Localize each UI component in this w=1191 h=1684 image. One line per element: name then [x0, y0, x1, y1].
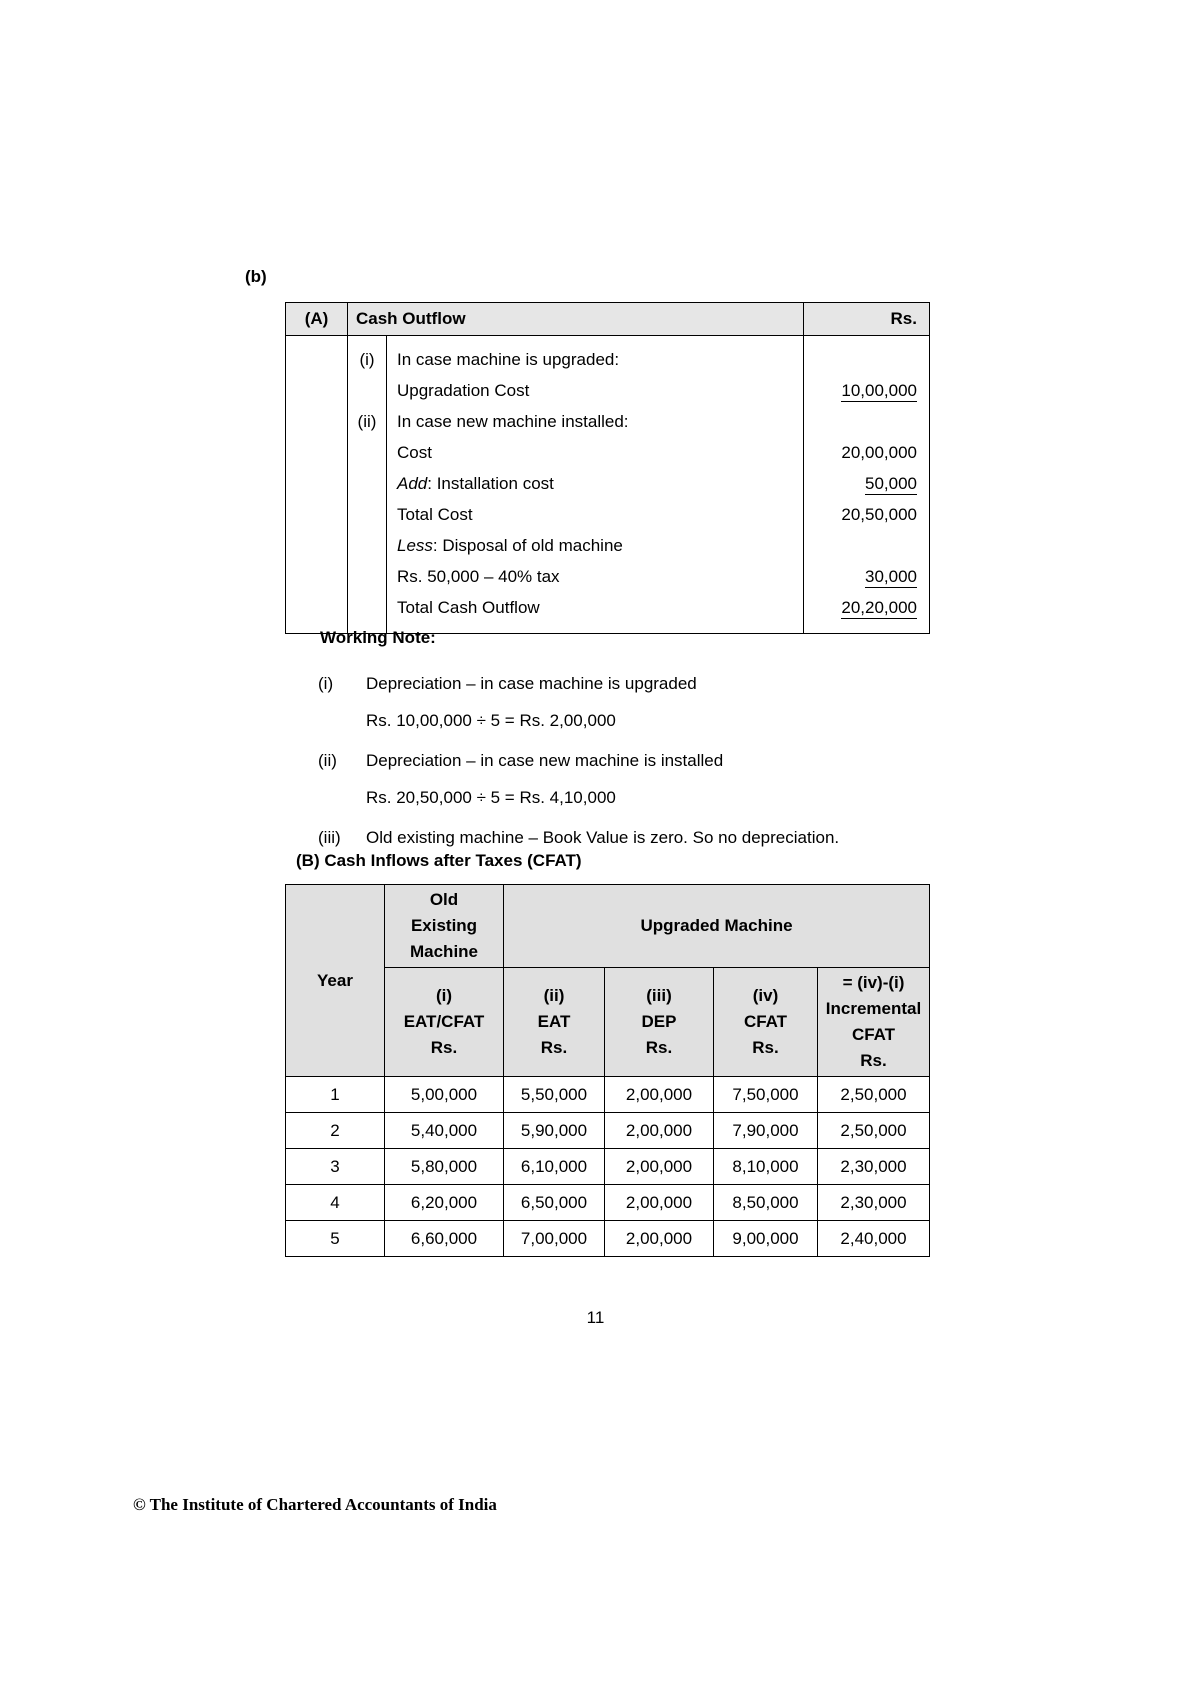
cell-cfat: 8,50,000 [714, 1185, 818, 1221]
cell-old: 5,80,000 [385, 1149, 504, 1185]
cash-outflow-amount-header: Rs. [804, 303, 930, 336]
outflow-amount: 20,20,000 [841, 598, 917, 617]
cell-year: 1 [286, 1077, 385, 1113]
header-sub-col-4: (iv) CFAT Rs. [714, 968, 818, 1077]
list-subtext: Rs. 20,50,000 ÷ 5 = Rs. 4,10,000 [366, 788, 616, 807]
cell-dep: 2,00,000 [605, 1077, 714, 1113]
cell-old: 6,20,000 [385, 1185, 504, 1221]
cfat-table [285, 884, 930, 1257]
cell-eat: 7,00,000 [504, 1221, 605, 1257]
list-marker: (iii) [318, 828, 341, 847]
outflow-amount: 20,50,000 [841, 505, 917, 524]
outflow-line: Cost [397, 443, 432, 462]
outflow-line: Upgradation Cost [397, 381, 530, 400]
header-sub-col-3: (iii) DEP Rs. [605, 968, 714, 1077]
roman-markers-cell [348, 336, 387, 634]
table-row [286, 1077, 930, 1113]
cell-cfat: 9,00,000 [714, 1221, 818, 1257]
working-note-list [318, 665, 958, 859]
header-year: Year [286, 885, 385, 1077]
header-sub-col-5: = (iv)-(i) Incremental CFAT Rs. [818, 968, 930, 1077]
cell-old: 6,60,000 [385, 1221, 504, 1257]
cell-year: 3 [286, 1149, 385, 1185]
roman-marker: (ii) [357, 412, 377, 431]
cell-cfat: 7,90,000 [714, 1113, 818, 1149]
cell-dep: 2,00,000 [605, 1113, 714, 1149]
outflow-line: Total Cash Outflow [397, 598, 540, 617]
cell-eat: 5,50,000 [504, 1077, 605, 1113]
table-row [286, 1149, 930, 1185]
header-old-machine: Old Existing Machine [385, 885, 504, 968]
list-item [318, 742, 958, 816]
cell-year: 5 [286, 1221, 385, 1257]
outflow-line: Add: Installation cost [397, 474, 554, 493]
page-number: 11 [586, 1308, 605, 1327]
cell-incremental: 2,40,000 [818, 1221, 930, 1257]
list-marker: (ii) [318, 751, 337, 770]
cell-incremental: 2,30,000 [818, 1185, 930, 1221]
table-row [286, 1221, 930, 1257]
outflow-line: Less: Disposal of old machine [397, 536, 623, 555]
cell-cfat: 8,10,000 [714, 1149, 818, 1185]
cell-eat: 6,50,000 [504, 1185, 605, 1221]
cell-year: 4 [286, 1185, 385, 1221]
cell-old: 5,00,000 [385, 1077, 504, 1113]
footer-copyright: © The Institute of Chartered Accountants of India [133, 1495, 497, 1514]
outflow-line: In case machine is upgraded: [397, 350, 620, 369]
cash-outflow-descriptions [387, 336, 804, 634]
table-row [286, 303, 930, 336]
table-row [286, 1113, 930, 1149]
outflow-line: Rs. 50,000 – 40% tax [397, 567, 560, 586]
outflow-line: In case new machine installed: [397, 412, 629, 431]
table-row [286, 1185, 930, 1221]
working-note-title: Working Note: [320, 628, 436, 647]
outflow-amount: 10,00,000 [841, 381, 917, 400]
outflow-amount: 50,000 [865, 474, 917, 493]
cell-dep: 2,00,000 [605, 1221, 714, 1257]
table-row [286, 336, 930, 634]
outflow-amount: 30,000 [865, 567, 917, 586]
list-subtext: Rs. 10,00,000 ÷ 5 = Rs. 2,00,000 [366, 711, 616, 730]
cash-outflow-amounts [804, 336, 930, 634]
cell-year: 2 [286, 1113, 385, 1149]
list-item [318, 665, 958, 739]
cell-cfat: 7,50,000 [714, 1077, 818, 1113]
list-text: Depreciation – in case new machine is installed [366, 751, 724, 770]
cell-dep: 2,00,000 [605, 1149, 714, 1185]
cell-eat: 6,10,000 [504, 1149, 605, 1185]
list-marker: (i) [318, 674, 334, 693]
outflow-line: Total Cost [397, 505, 473, 524]
header-upgraded-machine: Upgraded Machine [504, 885, 930, 968]
spacer-cell [286, 336, 348, 634]
cell-old: 5,40,000 [385, 1113, 504, 1149]
cash-outflow-table [285, 302, 930, 634]
section-b-heading: (B) Cash Inflows after Taxes (CFAT) [296, 851, 582, 870]
roman-marker: (i) [359, 350, 375, 369]
cash-outflow-marker: (A) [286, 303, 348, 336]
cell-incremental: 2,50,000 [818, 1077, 930, 1113]
table-header-row [286, 885, 930, 968]
cell-incremental: 2,50,000 [818, 1113, 930, 1149]
list-text: Old existing machine – Book Value is zero. So no depreciation. [366, 828, 840, 847]
cash-outflow-title: Cash Outflow [348, 303, 804, 336]
cell-incremental: 2,30,000 [818, 1149, 930, 1185]
header-sub-col-1: (i) EAT/CFAT Rs. [385, 968, 504, 1077]
cell-eat: 5,90,000 [504, 1113, 605, 1149]
section-label-b: (b) [245, 267, 267, 286]
header-sub-col-2: (ii) EAT Rs. [504, 968, 605, 1077]
outflow-amount: 20,00,000 [841, 443, 917, 462]
list-text: Depreciation – in case machine is upgraded [366, 674, 697, 693]
cell-dep: 2,00,000 [605, 1185, 714, 1221]
